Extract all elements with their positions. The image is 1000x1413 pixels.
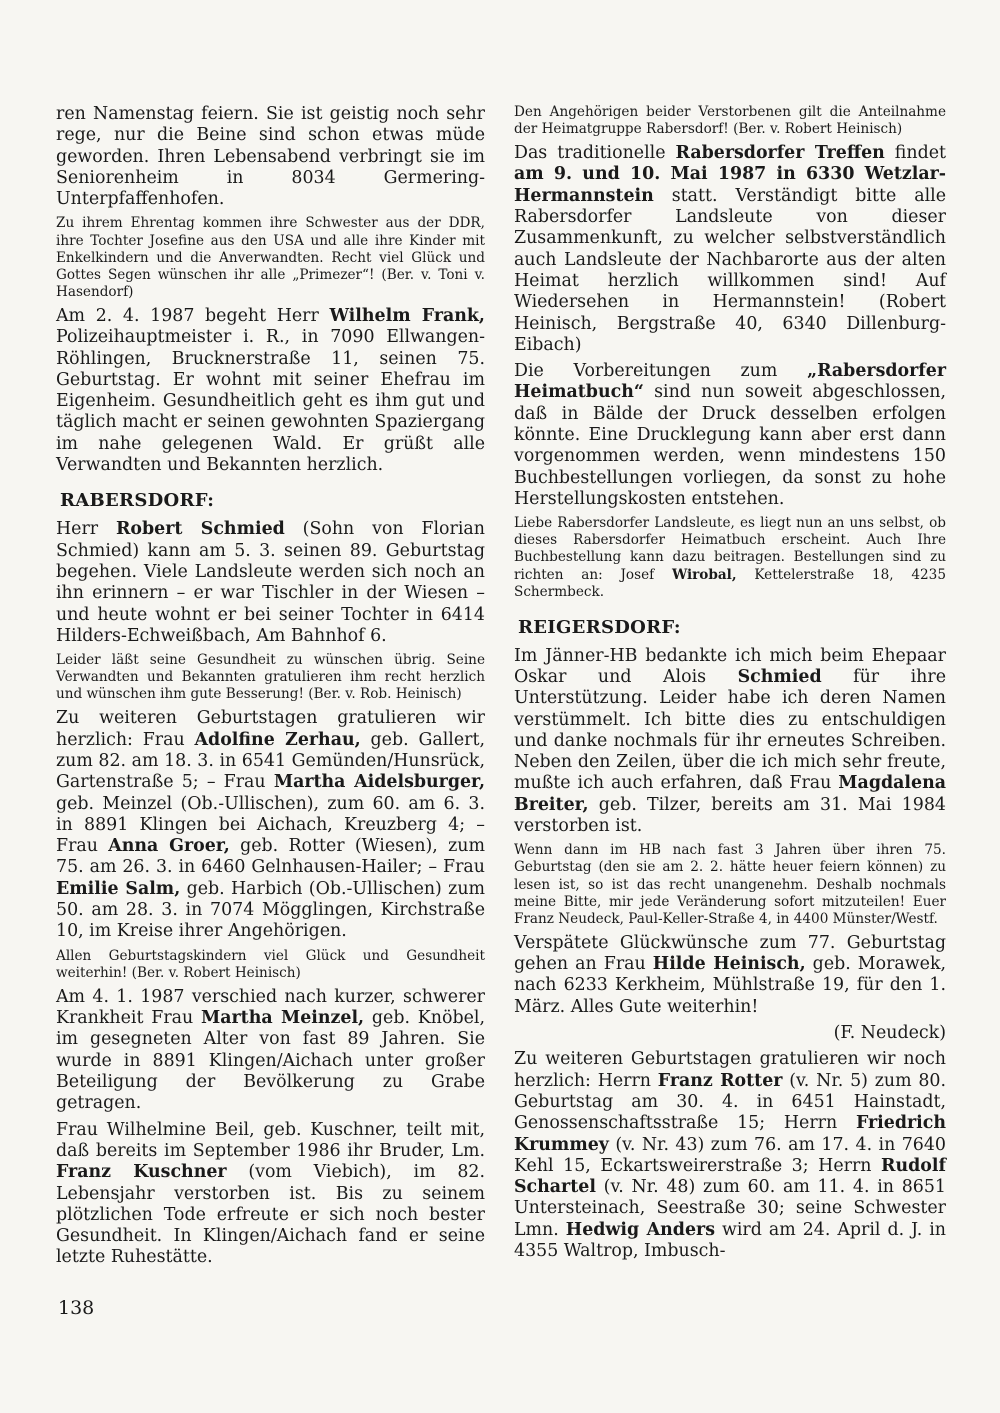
bold-text: Hedwig Anders [565,1219,715,1240]
paragraph [56,708,485,942]
paragraph [514,646,946,838]
section-heading [60,490,485,511]
text-run: Das traditionelle [514,143,676,164]
bold-text: Magdalena Breiter, [514,773,946,815]
text-run: statt. Verständigt bitte alle Rabersdorfer Landsleute von dieser Zusammenkunft, zu welcher selbstverständlich auch Landsleute der Nachbarorte aus der alten Heimat herzlich willkommen sind! Auf Wiedersehen in Hermannstein! (Robert Heinisch, Bergstraße 40, 6340 Dillenburg-Eibach) [514,185,946,355]
text-run: Wenn dann im HB nach fast 3 Jahren über ihren 75. Geburtstag (den sie am 2. 2. hätte heuer feiern können) zu lesen ist, so ist das recht unangenehm. Deshalb nochmals meine Bitte, mir jede Veränderung sofort mitzuteilen! Euer Franz Neudeck, Paul-Keller-Straße 4, in 4400 Münster/Westf. [514,842,946,927]
text-run: geb. Gallert, zum 82. am 18. 3. in 6541 Gemünden/Hunsrück, Gartenstraße 5; – Frau [56,729,485,793]
paragraph [514,361,946,510]
text-run: geb. Knöbel, im gesegneten Alter von fast 89 Jahren. Sie wurde in 8891 Klingen/Aichach unter großer Beteiligung der Bevölkerung zu Grabe getragen. [56,1008,485,1114]
bold-text: Rabersdorfer Treffen [675,143,885,164]
bold-text: am 9. und 10. Mai 1987 in 6330 Wetzlar-Hermannstein [514,164,946,206]
text-run: geb. Tilzer, bereits am 31. Mai 1984 verstorben ist. [514,794,946,837]
text-run: sind nun soweit abgeschlossen, daß in Bälde der Druck desselben erfolgen könnte. Eine Drucklegung kann aber erst dann vorgenommen werden, wenn mindestens 150 Buchbestellungen vorliegen, da sonst zu hohe Herstellungskosten entstehen. [514,382,946,509]
bold-text: Franz Kuschner [56,1162,227,1183]
text-run: geb. Meinzel (Ob.-Ullischen), zum 60. am 6. 3. in 8891 Klingen bei Aichach, Kreuzberg 4; – Frau [56,793,485,857]
text-run: Zu weiteren Geburtstagen gratulieren wir herzlich: Frau [56,708,485,750]
text-run: (vom Viebich), im 82. Lebensjahr verstorben ist. Bis zu seinem plötzlichen Tode erfreute er sich noch bester Gesundheit. In Klingen/Aichach fand er seine letzte Ruhestätte. [56,1162,485,1268]
paragraph [56,306,485,476]
text-run: Allen Geburtstagskindern viel Glück und Gesundheit weiterhin! (Ber. v. Robert Heinisch) [56,947,485,981]
text-run: Den Angehörigen beider Verstorbenen gilt die Anteilnahme der Heimatgruppe Rabersdorf! (Ber. v. Robert Heinisch) [514,104,946,138]
paragraph [56,987,485,1115]
text-run: (Sohn von Florian Schmied) kann am 5. 3. seinen 89. Geburtstag begehen. Viele Landsleute werden sich noch an ihn erinnern – er war Tischler in der Wiesen – und heute wohnt er bei seiner Tochter in 6414 Hilders-Echweißbach, Am Bahnhof 6. [56,519,485,646]
text-run: Herr [56,519,116,540]
bold-text: REIGERSDORF: [518,616,681,638]
text-run: Am 2. 4. 1987 begeht Herr [56,305,330,326]
text-run: Leider läßt seine Gesundheit zu wünschen übrig. Seine Verwandten und Bekannten gratulieren ihm recht herzlich und wünschen ihm gute Besserung! (Ber. v. Rob. Heinisch) [56,652,485,703]
bold-text: Emilie Salm, [56,878,181,899]
bold-text: Martha Meinzel, [201,1008,365,1029]
text-run: (v. Nr. 48) zum 60. am 11. 4. in 8651 Untersteinach, Seestraße 30; seine Schwester Lmn. [514,1177,946,1240]
text-run: Polizeihauptmeister i. R., in 7090 Ellwangen-Röhlingen, Brucknerstraße 11, seinen 75. Geburtstag. Er wohnt mit seiner Ehefrau im Eigenheim. Gesundheitlich geht es ihm gut und täglich macht er seinen gewohnten Spaziergang im nahe gelegenen Wald. Er grüßt alle Verwandten und Bekannten herzlich. [56,327,485,476]
paragraph [56,519,485,647]
text-run: Zu weiteren Geburtstagen gratulieren wir noch herzlich: Herrn [514,1049,946,1091]
text-run: Am 4. 1. 1987 verschied nach kurzer, schwerer Krankheit Frau [56,986,485,1029]
bold-text: „Rabersdorfer Heimatbuch“ [514,361,946,403]
small-paragraph [56,652,485,703]
bold-text: Robert Schmied [115,519,285,540]
bold-text: RABERSDORF: [60,490,215,512]
text-run: Zu ihrem Ehrentag kommen ihre Schwester aus der DDR, ihre Tochter Josefine aus den USA und alle ihre Kinder mit Enkelkindern und die Anverwandten. Recht viel Glück und Gottes Segen wünschen ihr alle „Primezer“! (Ber. v. Toni v. Hasendorf) [56,215,485,300]
text-run: Liebe Rabersdorfer Landsleute, es liegt nun an uns selbst, ob dieses Rabersdorfer Heimatbuch erscheint. Auch Ihre Buchbestellung kann dazu beitragen. Bestellungen sind zu richten an: Josef [514,515,946,583]
text-run: wird am 24. April d. J. in 4355 Waltrop, Imbusch- [514,1219,947,1261]
bold-text: Friedrich Krummey [514,1113,946,1155]
paragraph [514,143,946,356]
paragraph [514,933,946,1018]
paragraph [56,104,485,210]
text-run: (v. Nr. 43) zum 76. am 17. 4. in 7640 Kehl 15, Eckartsweirerstraße 3; Herrn [514,1134,946,1176]
section-heading [518,617,946,638]
text-run: geb. Morawek, nach 6233 Kerkheim, Mühlstraße 19, für den 1. März. Alles Gute weiterhin! [514,954,947,1017]
text-run: ren Namenstag feiern. Sie ist geistig noch sehr rege, nur die Beine sind schon etwas müde geworden. Ihren Lebensabend verbringt sie im Seniorenheim in 8034 Germering-Unterpfaffenhofen. [56,104,485,210]
bold-text: Adolfine Zerhau, [194,729,361,750]
paragraph [514,1049,946,1262]
paragraph [514,1023,946,1044]
small-paragraph [56,948,485,982]
text-run: findet [884,143,946,164]
bold-text: Rudolf Schartel [514,1155,946,1198]
text-run: Verspätete Glückwünsche zum 77. Geburtstag gehen an Frau [514,932,946,975]
bold-text: Hilde Heinisch, [652,954,806,975]
bold-text: Schmied [737,667,822,687]
small-paragraph [56,215,485,300]
text-run: Kettelerstraße 18, 4235 Schermbeck. [514,566,946,600]
text-run: für ihre Unterstützung. Leider habe ich deren Namen verstümmelt. Ich bitte dies zu entschuldigen und danke nochmals für ihr erneutes Schreiben. Neben den Zeilen, über die ich mich sehr freute, mußte ich auch erfahren, daß Frau [514,667,946,794]
text-run: (F. Neudeck) [833,1023,946,1044]
text-run: Im Jänner-HB bedankte ich mich beim Ehepaar Oskar und Alois [514,645,946,687]
text-run: Die Vorbereitungen zum [514,361,808,382]
bold-text: Martha Aidelsburger, [273,772,485,793]
text-run: (v. Nr. 5) zum 80. Geburtstag am 30. 4. in 6451 Hainstadt, Genossenschaftsstraße 15; Herrn [514,1070,947,1134]
page-number: 138 [58,1297,95,1319]
text-run: geb. Rotter (Wiesen), zum 75. am 26. 3. in 6460 Gelnhausen-Hailer; – Frau [56,836,485,878]
bold-text: Franz Rotter [657,1070,783,1091]
left-column [56,104,485,1274]
text-run: Frau Wilhelmine Beil, geb. Kuschner, teilt mit, daß bereits im September 1986 ihr Bruder, Lm. [56,1119,485,1161]
right-column [514,104,946,1267]
bold-text: Anna Groer, [108,836,230,857]
bold-text: Wilhelm Frank, [329,305,485,326]
small-paragraph [514,515,946,600]
small-paragraph [514,104,946,138]
small-paragraph [514,842,946,927]
text-run: geb. Harbich (Ob.-Ullischen) zum 50. am 28. 3. in 7074 Mögglingen, Kirchstraße 10, im Kreise ihrer Angehörigen. [56,878,486,942]
paragraph [56,1120,485,1269]
bold-text: Wirobal, [671,566,737,583]
